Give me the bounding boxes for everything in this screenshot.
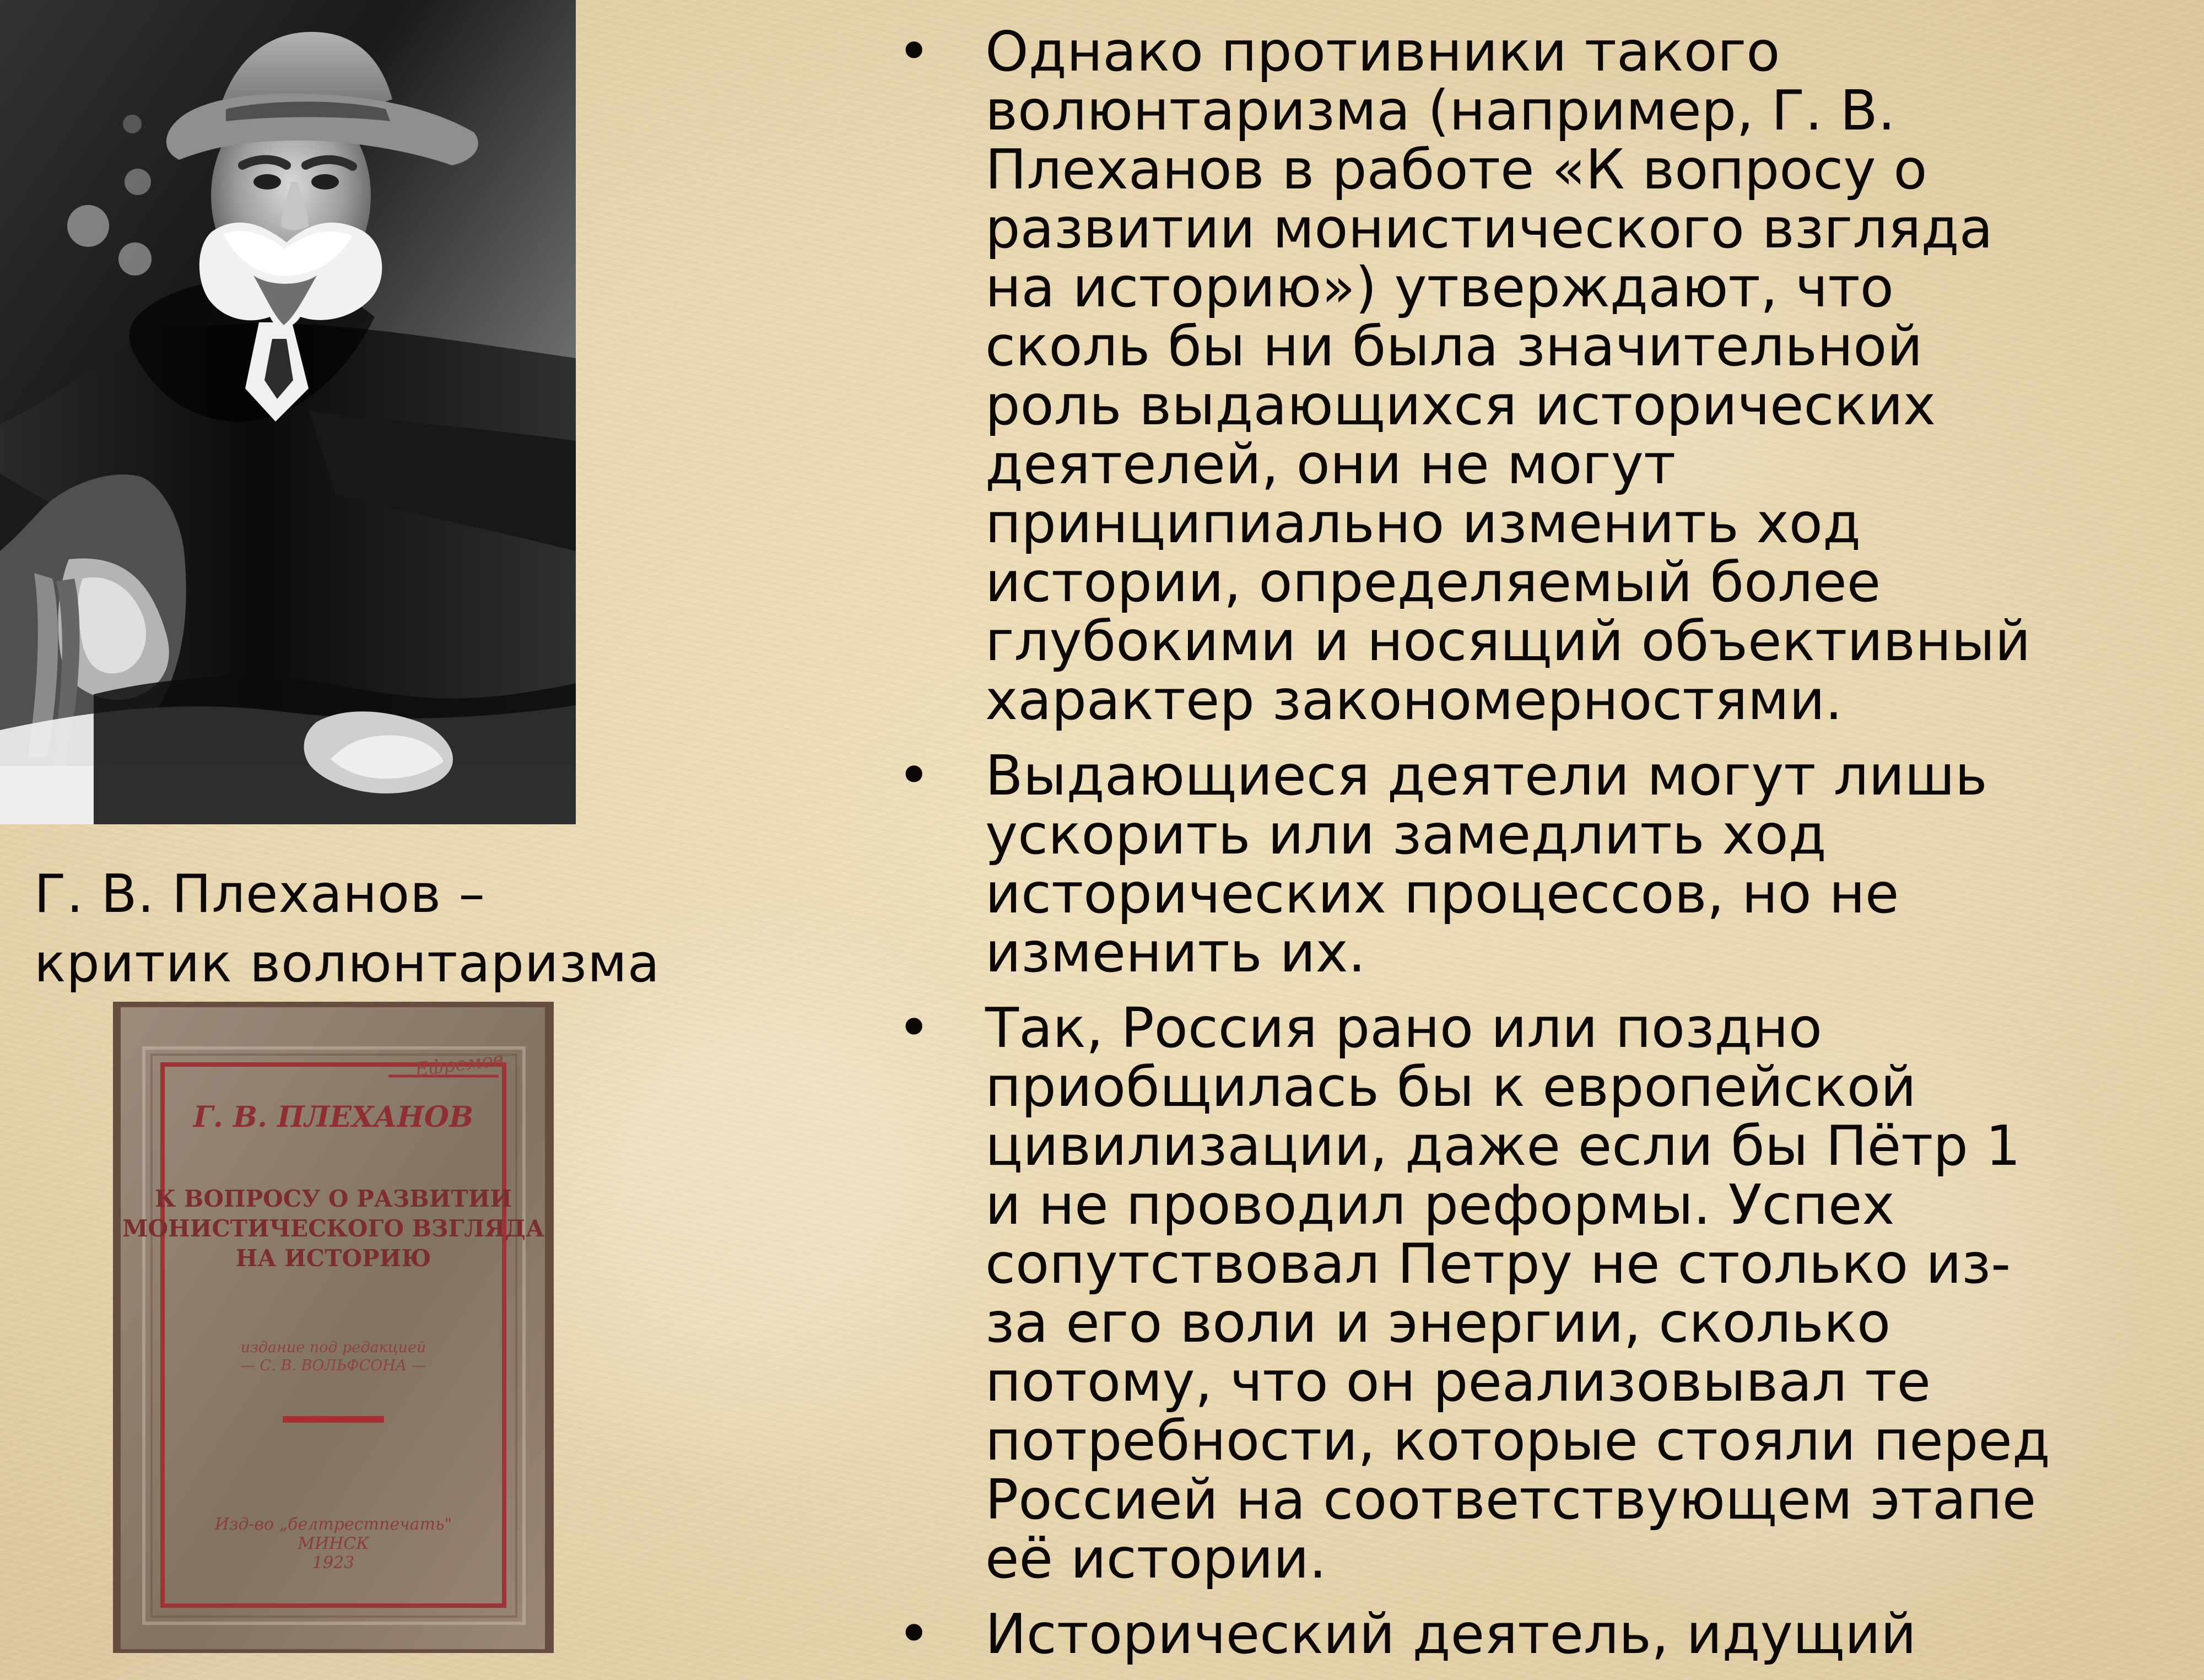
- bullet-2-line-1: Выдающиеся деятели могут лишь: [985, 743, 1987, 808]
- cover-title-line-2: МОНИСТИЧЕСКОГО ВЗГЛЯДА: [122, 1215, 545, 1242]
- bullet-item: [887, 742, 2187, 985]
- bullet-icon: •: [897, 1600, 931, 1667]
- bullet-1-line-6: сколь бы ни была значительной: [985, 314, 1923, 379]
- bullet-2-line-3: исторических процессов, но не: [985, 861, 1899, 926]
- cover-publisher-line-3: 1923: [312, 1553, 355, 1573]
- plekhanov-portrait-illustration: [0, 0, 576, 824]
- bullet-3-line-5: сопутствовал Петру не столько из-: [985, 1231, 2011, 1296]
- cover-publisher-line-1: Изд-во „белтрестпечать": [214, 1515, 452, 1534]
- bullet-1-line-1: Однако противники такого: [985, 19, 1780, 84]
- bullet-1-line-4: развитии монистического взгляда: [985, 196, 1993, 261]
- caption-line-1: Г. В. Плеханов –: [34, 864, 485, 925]
- bullet-4-line-1: Исторический деятель, идущий: [985, 1602, 1916, 1666]
- bullet-1-line-3: Плеханов в работе «К вопросу о: [985, 137, 1927, 202]
- bullet-1-line-5: на историю») утверждают, что: [985, 255, 1894, 320]
- plekhanov-portrait-image: [0, 0, 576, 824]
- bullet-icon: •: [897, 18, 931, 85]
- bullet-item: [887, 994, 2187, 1591]
- cover-signature: Ефремов: [413, 1048, 505, 1081]
- cover-edition-line-1: издание под редакцией: [240, 1339, 426, 1356]
- portrait-caption: [34, 860, 728, 998]
- main-text: [887, 18, 2187, 1680]
- cover-divider: [283, 1416, 384, 1423]
- bullet-3-line-9: Россией на соответствующем этапе: [985, 1467, 2036, 1532]
- bullet-3-line-7: потому, что он реализовывал те: [985, 1349, 1931, 1414]
- bullet-2-line-2: ускорить или замедлить ход: [985, 802, 1827, 867]
- caption-line-2: критик волюнтаризма: [34, 933, 660, 994]
- bullet-2-line-4: изменить их.: [985, 920, 1366, 985]
- bullet-icon: •: [897, 994, 931, 1061]
- bullet-1-line-9: принципиально изменить ход: [985, 491, 1861, 555]
- bullet-3-line-2: приобщилась бы к европейской: [985, 1055, 1916, 1119]
- bullet-item: [887, 1600, 2187, 1667]
- cover-author: Г. В. ПЛЕХАНОВ: [193, 1100, 474, 1134]
- bullet-3-line-10: её истории.: [985, 1526, 1327, 1591]
- bullet-1-line-12: характер закономерностями.: [985, 668, 1843, 732]
- bullet-icon: •: [897, 742, 931, 809]
- book-cover-illustration: [113, 1002, 554, 1653]
- cover-edition-line-2: — С. В. ВОЛЬФСОНА —: [240, 1357, 426, 1374]
- bullet-3-line-4: и не проводил реформы. Успех: [985, 1173, 1895, 1237]
- bullet-1-line-2: волюнтаризма (например, Г. В.: [985, 78, 1895, 143]
- bullet-3-line-3: цивилизации, даже если бы Пётр 1: [985, 1114, 2021, 1178]
- bullet-1-line-8: деятелей, они не могут: [985, 432, 1676, 496]
- cover-title-line-3: НА ИСТОРИЮ: [235, 1245, 431, 1272]
- book-cover-image: [113, 1002, 554, 1653]
- bullet-3-line-8: потребности, которые стояли перед: [985, 1408, 2050, 1473]
- bullet-1-line-10: истории, определяемый более: [985, 550, 1881, 614]
- cover-publisher-line-2: МИНСК: [298, 1534, 369, 1553]
- bullet-item: [887, 18, 2187, 732]
- cover-title-line-1: К ВОПРОСУ О РАЗВИТИИ: [155, 1185, 512, 1212]
- bullet-1-line-11: глубокими и носящий объективный: [985, 609, 2031, 673]
- bullet-3-line-6: за его воли и энергии, сколько: [985, 1290, 1891, 1355]
- bullet-1-line-7: роль выдающихся исторических: [985, 373, 1936, 437]
- bullet-3-line-1: Так, Россия рано или поздно: [985, 996, 1822, 1060]
